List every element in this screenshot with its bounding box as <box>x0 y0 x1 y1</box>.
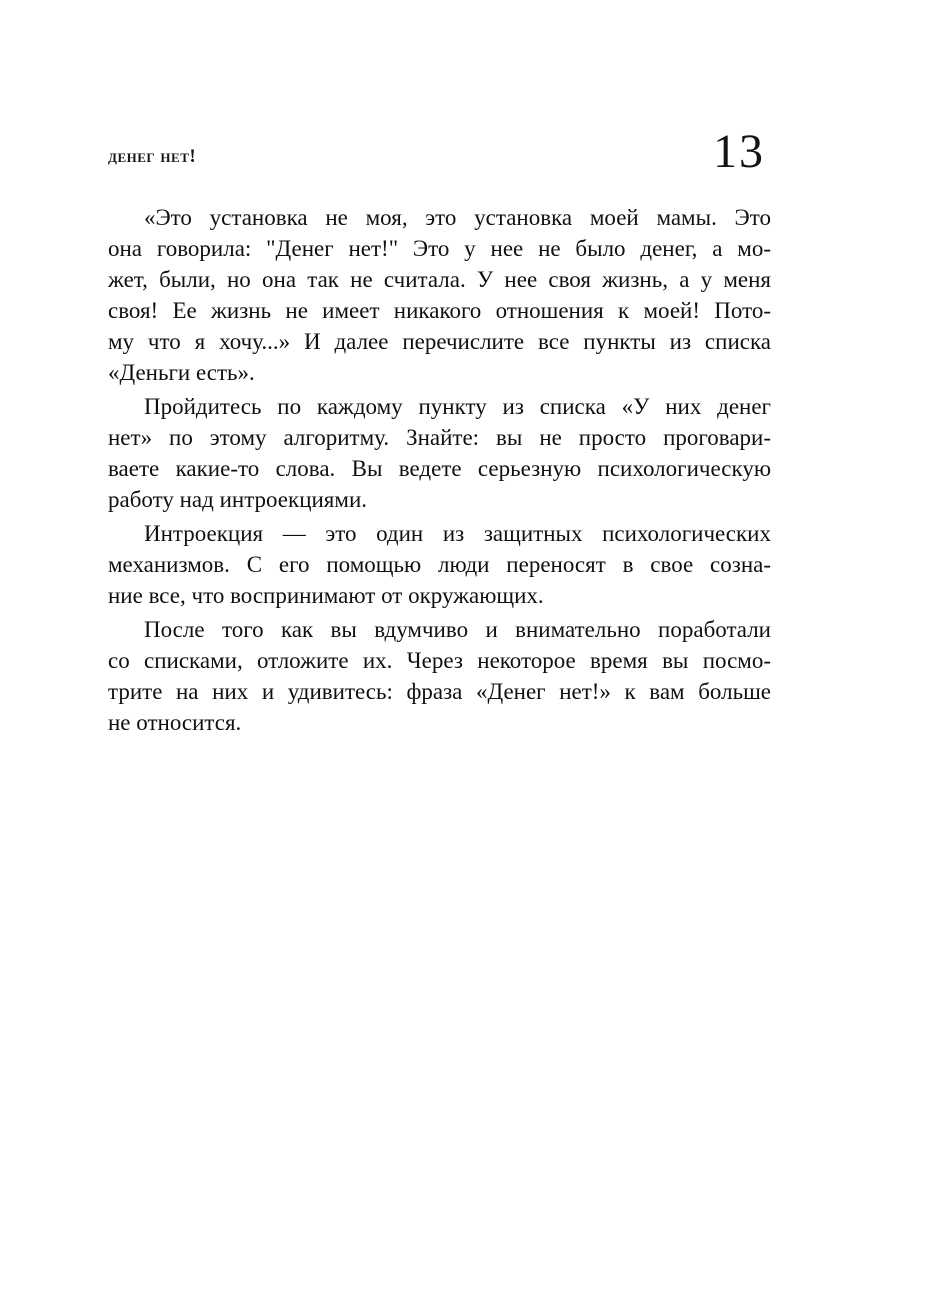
text-line: механизмов. С его помощью люди переносят в свое созна- <box>108 552 771 577</box>
text-line: После того как вы вдумчиво и внимательно поработали <box>144 617 771 642</box>
paragraph <box>108 202 771 388</box>
text-line: жет, были, но она так не считала. У нее своя жизнь, а у меня <box>108 267 771 292</box>
text-line: со списками, отложите их. Через некоторое время вы посмо- <box>108 648 771 673</box>
page-body <box>108 202 771 738</box>
text-line: трите на них и удивитесь: фраза «Денег нет!» к вам больше <box>108 679 771 704</box>
text-line: работу над интроекциями. <box>108 487 367 512</box>
paragraph <box>108 614 771 738</box>
page-header <box>108 125 771 194</box>
text-line: ние все, что воспринимают от окружающих. <box>108 583 544 608</box>
paragraph <box>108 518 771 611</box>
text-line: нет» по этому алгоритму. Знайте: вы не просто проговари- <box>108 425 771 450</box>
text-line: му что я хочу...» И далее перечислите все пункты из списка <box>108 329 771 354</box>
running-title: денег нет! <box>108 146 197 167</box>
page-number: 13 <box>713 125 765 178</box>
text-line: Пройдитесь по каждому пункту из списка «У них денег <box>144 394 771 419</box>
text-line: не относится. <box>108 710 242 735</box>
text-line: ваете какие-то слова. Вы ведете серьезную психологическую <box>108 456 771 481</box>
paragraph <box>108 391 771 515</box>
text-line: «Это установка не моя, это установка моей мамы. Это <box>144 205 771 230</box>
text-line: «Деньги есть». <box>108 360 255 385</box>
page-content <box>108 125 771 741</box>
text-line: своя! Ее жизнь не имеет никакого отношения к моей! Пото- <box>108 298 771 323</box>
text-line: Интроекция — это один из защитных психологических <box>144 521 771 546</box>
text-line: она говорила: "Денег нет!" Это у нее не было денег, а мо- <box>108 236 771 261</box>
